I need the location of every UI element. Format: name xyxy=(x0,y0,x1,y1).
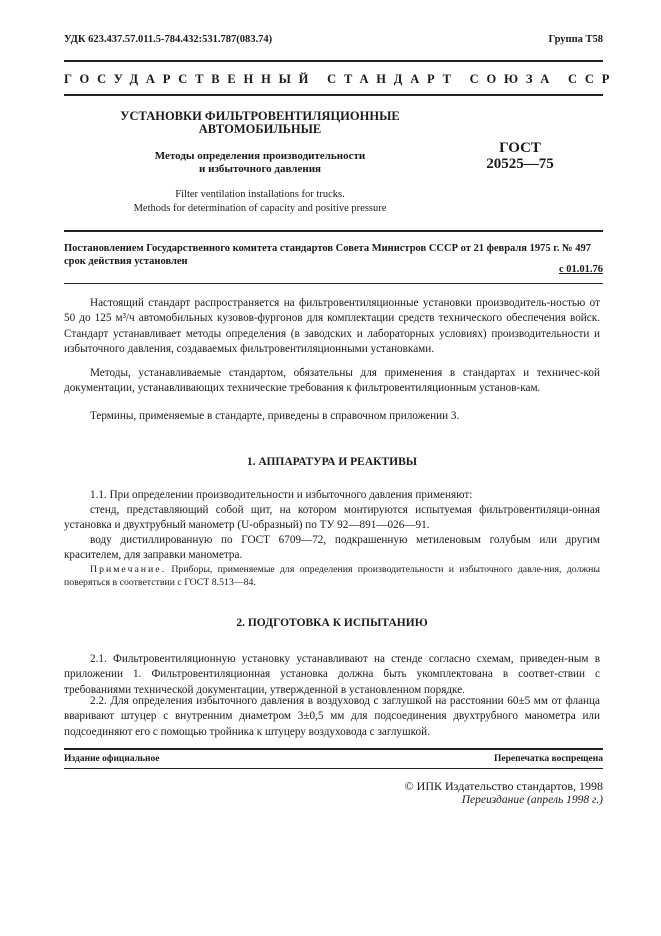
section-1-paragraph-3: воду дистиллированную по ГОСТ 6709—72, подкрашенную метиленовым голубым или другим красителем, для заправки манометра. xyxy=(64,534,600,562)
title-line-1: УСТАНОВКИ ФИЛЬТРОВЕНТИЛЯЦИОННЫЕ xyxy=(120,109,400,123)
decree-rule xyxy=(64,283,603,284)
decree-text xyxy=(64,242,604,268)
state-standard-heading: ГОСУДАРСТВЕННЫЙ СТАНДАРТ СОЮЗА ССР xyxy=(64,72,618,86)
document-subtitle xyxy=(90,150,430,176)
section-2-heading: 2. ПОДГОТОВКА К ИСПЫТАНИЮ xyxy=(236,617,428,629)
decree-line-1: Постановлением Государственного комитета стандартов Совета Министров СССР от 21 февраля 1975 г. № 497 xyxy=(64,243,591,254)
reissue-note: Переиздание (апрель 1998 г.) xyxy=(461,794,603,806)
section-1-paragraph-1: 1.1. При определении производительности и избыточного давления применяют: xyxy=(90,489,473,501)
intro-paragraph-1: Настоящий стандарт распространяется на фильтровентиляционные установки производитель-ностью от 50 до 125 м³/ч автомобильных кузовов-фургонов для комплектации средств технического обеспечения войск. Стандарт устанавливает методы определения (в заводских и лабораторных условиях) производительности и избыточного давления, создаваемых фильтровентиляционными установками. xyxy=(64,297,600,355)
english-title xyxy=(90,188,430,216)
title-rule xyxy=(64,230,603,232)
effective-date: с 01.01.76 xyxy=(558,264,603,275)
footer-rule-2 xyxy=(64,768,603,769)
section-2-paragraph-2: 2.2. Для определения избыточного давления в воздуховод с заглушкой на расстоянии 60±5 мм от фланца вваривают штуцер с внутренним диаметром 3±0,5 мм для подсоединения двухтрубного манометра или подсоединяют его с помощью тройника к штуцеру воздуховода с заглушкой. xyxy=(64,695,600,738)
section-1-note xyxy=(64,563,600,589)
english-title-line-2: Methods for determination of capacity and positive pressure xyxy=(133,203,387,214)
section-1-paragraph-2: стенд, представляющий собой щит, на котором монтируются испытуемая фильтровентиляци-онная установка и двухтрубный манометр (U-образный) по ТУ 92—891—026—91. xyxy=(64,504,600,532)
gost-code: 20525—75 xyxy=(486,156,554,172)
intro-paragraph-2: Методы, устанавливаемые стандартом, обязательны для применения в стандартах и техничес-кой документации, устанавливающих технические требования к фильтровентиляционным установ-кам. xyxy=(64,367,600,395)
group-code: Группа Т58 xyxy=(548,34,603,45)
title-line-2: АВТОМОБИЛЬНЫЕ xyxy=(198,122,322,136)
decree-line-2: срок действия установлен xyxy=(64,256,188,267)
section-2-paragraph-1: 2.1. Фильтровентиляционную установку устанавливают на стенде согласно схемам, приведен-ным в приложении 1. Фильтровентиляционная установка должна быть укомплектована в соответ-ствии с требованиями технической документации, утвержденной в установленном порядке. xyxy=(64,653,600,696)
udk-code: УДК 623.437.57.011.5-784.432:531.787(083.74) xyxy=(64,34,273,45)
reprint-notice: Перепечатка воспрещена xyxy=(493,754,603,764)
official-edition: Издание официальное xyxy=(64,754,160,764)
section-1-heading: 1. АППАРАТУРА И РЕАКТИВЫ xyxy=(246,456,418,468)
note-label: Примечание. xyxy=(90,564,167,575)
english-title-line-1: Filter ventilation installations for trucks. xyxy=(175,189,345,200)
subtitle-line-2: и избыточного давления xyxy=(199,163,321,175)
note-text: Приборы, применяемые для определения производительности и избыточного давле-ния, должны поверяться в соответствии с ГОСТ 8.513—84. xyxy=(64,564,600,588)
copyright: © ИПК Издательство стандартов, 1998 xyxy=(404,779,603,793)
gost-label: ГОСТ xyxy=(499,140,541,156)
state-rule xyxy=(64,94,603,96)
subtitle-line-1: Методы определения производительности xyxy=(154,150,366,162)
top-rule xyxy=(64,60,603,62)
document-title xyxy=(90,110,430,136)
gost-number xyxy=(460,140,580,172)
intro-paragraph-3: Термины, применяемые в стандарте, приведены в справочном приложении 3. xyxy=(90,410,460,422)
footer-rule xyxy=(64,748,603,750)
